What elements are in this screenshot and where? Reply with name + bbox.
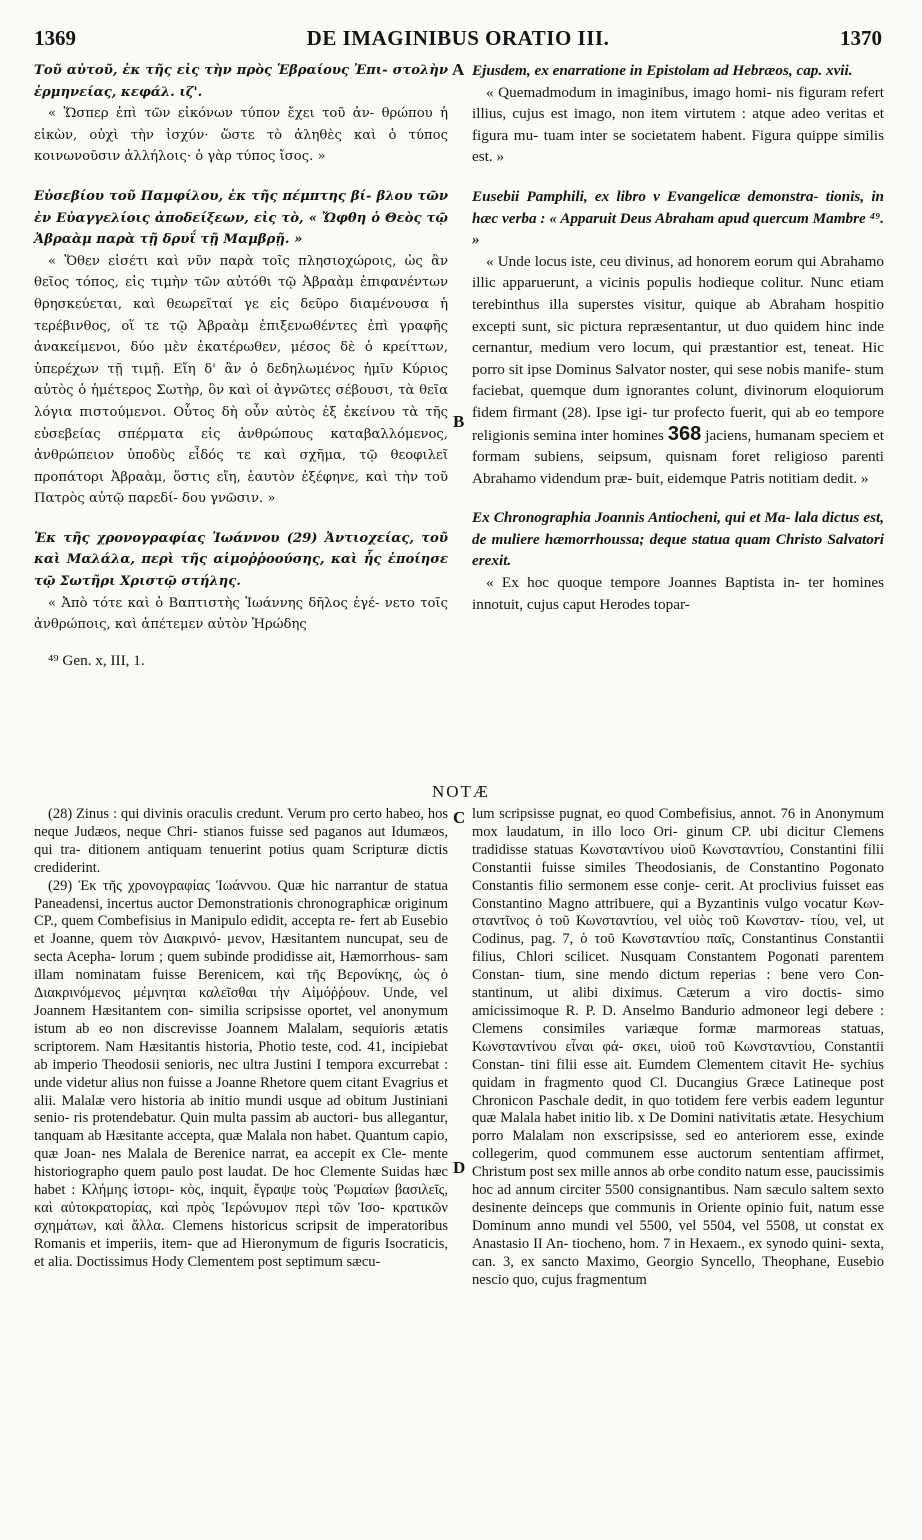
- footnote: ⁴⁹ Gen. x, III, 1.: [48, 651, 145, 669]
- margin-letter-a: A: [452, 60, 465, 79]
- running-header: [34, 26, 882, 56]
- greek-section-title: Εὐσεβίου τοῦ Παμφίλου, ἐκ τῆς πέμπτης βί- βλου τῶν ἐν Εὐαγγελίοις ἀποδείξεων, εἰς τὸ, « Ὤφθη ὁ Θεὸς τῷ Ἀβραὰμ παρὰ τῇ δρυΐ τῇ Μαμβρῇ. »: [34, 188, 448, 248]
- latin-paragraph: « Quemadmodum in imaginibus, imago homi- nis figuram refert illius, cujus est imago, non item virtutem : atque adeo veritas et figura mu- tuam inter se societatem habent. Figura quippe similis est. »: [472, 83, 884, 166]
- latin-paragraph: « Ex hoc quoque tempore Joannes Baptista in- ter homines innotuit, cujus caput Herodes topar-: [472, 574, 884, 613]
- greek-paragraph: « Ἀπὸ τότε καὶ ὁ Βαπτιστὴς Ἰωάννης δῆλος ἐγέ- νετο τοῖς ἀνθρώποις, καὶ ἀπέτεμεν αὐτὸν Ἡρώδης: [34, 595, 448, 633]
- page-marker: 368: [667, 422, 702, 445]
- greek-paragraph: « Ὥσπερ ἐπὶ τῶν εἰκόνων τύπον ἔχει τοῦ ἀν- θρώπου ἡ εἰκὼν, οὐχὶ τὴν ἰσχύν· ὥστε τὸ ἀληθὲς καὶ ὁ τύπος κοινωνοῦσιν ἀλλήλοις· ὁ γὰρ τύπος ἴσος. »: [34, 106, 448, 165]
- notes-right-column: [472, 806, 884, 1289]
- margin-letter-b: B: [453, 412, 465, 431]
- margin-letter-c: C: [453, 808, 466, 827]
- page-number-left: 1369: [34, 26, 76, 50]
- latin-section-title: Ejusdem, ex enarratione in Epistolam ad Hebræos, cap. xvii.: [472, 62, 853, 79]
- greek-column: [34, 60, 448, 671]
- note-paragraph: (29) Ἐκ τῆς χρονογραφίας Ἰωάννου. Quæ hic narrantur de statua Paneadensi, incertus auctor Demonstrationis chronographicæ originum CP., quem Combefisius in Manipulo edidit, accepta re- fert ab Eusebio et Joanne, quem τὸν Διακρινό- μενον, Hæsitantem nuncupat, seu de secta Acepha- lorum ; quem subinde prodidisse ait, Hæmorrhous- sam illam nominatam fuisse Berenicem, καὶ τῆς Βερονίκης, ὡς ὁ Διακρινόμενος μέμνηται καλεῖσθαι τὴν Αἱμόῤῥουν. Unde, vel Joannem Hæsitantem con- similia scripsisse oportet, vel anonymum istum ab eo non discrevisse Joannem Malalam, sequioris ætatis scriptorem. Nam Hæsitantis historia, Photio teste, cod. 41, incipiebat ab imperio Theodosii senioris, nec ultra Justini I tempora excurrebat : unde videtur alius non fuisse a Joanne Rhetore quem citant Evagrius et alii. Malalæ vero historia ab initio mundi usque ad obitum Justiniani senio- ris protendebatur. Quin multa passim ab auctori- bus allegantur, tanquam ab Hæsitante accepta, quæ Malala non habet. Quantum capio, quæ Joan- nes Malala de Berenice narrat, ea accepit ex Cle- mente historiographo quem paulo post laudat. De hoc Clemente Suidas hæc habet : Κλήμης ἱστορι- κὸς, inquit, ἔγραψε τοὺς Ῥωμαίων βασιλεῖς, καὶ αὐτοκρατορίας, καὶ πρὸς Ἱερώνυμον περὶ τῶν Ἰσο- κρατικῶν σχημάτων, καὶ ἄλλα. Clemens historicus scripsit de imperatoribus Romanis et imperiis, item- que ad Hieronymum de figuris Isocraticis, et alia. Doctissimus Hody Clementem post septimum sæcu-: [34, 877, 448, 1270]
- greek-paragraph: « Ὅθεν εἰσέτι καὶ νῦν παρὰ τοῖς πλησιοχώροις, ὡς ἂν θεῖος τόπος, εἰς τιμὴν τῶν αὐτόθι τῷ Ἀβραὰμ ἐπιφανέντων θρησκεύεται, καὶ θεωρεῖταί γε εἰς δεῦρο διαμένουσα ἡ τερέβινθος, οἵ τε τῷ Ἀβραὰμ ἐπιξενωθέντες ἐπὶ γραφῆς ἀνακείμενοι, δύο μὲν ἑκατέρωθεν, μέσος δὲ ὁ κρείττων, ὑπερέχων τῇ τιμῇ. Εἴη δ' ἂν ὁ δεδηλωμένος ἡμῖν Κύριος αὐτὸς ὁ ἡμέτερος Σωτὴρ, ὃν καὶ οἱ ἀγνῶτες σέβουσι, τὰ θεῖα λόγια πιστούμενοι. Οὗτος δὴ οὖν αὐτὸς ἐξ ἐκείνου τὰ τῆς εὐσεβείας σπέρματα εἰς ἀνθρώπους καταβαλλόμενος, ἀνθρώπειον ὑποδὺς εἶδός τε καὶ σχῆμα, τῷ θεοφιλεῖ προπάτορι Ἀβραὰμ, ὅστις εἴη, ἑαυτὸν ἐξέφηνε, καὶ τὴν τοῦ Πατρὸς αὐτῷ παρεδί- δου γνῶσιν. »: [34, 253, 448, 507]
- latin-section-title: Ex Chronographia Joannis Antiocheni, qui et Ma- lala dictus est, de muliere hæmorrhoussa; deque statua quam Christo Salvatori erexit.: [472, 509, 884, 570]
- note-paragraph: (28) Zinus : qui divinis oraculis credunt. Verum pro certo habeo, hos neque Judæos, neque Chri- stianos fuisse sed paganos aut Idumæos, qui tra- ditionem antiquam tenuerint potius quam Scripturæ dictis crediderint.: [34, 806, 448, 876]
- notes-heading: NOTÆ: [431, 782, 491, 801]
- greek-section-title: Ἐκ τῆς χρονογραφίας Ἰωάννου (29) Ἀντιοχείας, τοῦ καὶ Μαλάλα, περὶ τῆς αἱμοῤῥοούσης, καὶ ἧς ἐποίησε τῷ Σωτῆρι Χριστῷ στήλης.: [34, 530, 448, 590]
- greek-section-title: Τοῦ αὐτοῦ, ἐκ τῆς εἰς τὴν πρὸς Ἑβραίους Ἐπι- στολὴν ἑρμηνείας, κεφάλ. ιζ'.: [34, 63, 448, 100]
- latin-column: [472, 60, 884, 615]
- margin-letter-d: D: [453, 1158, 466, 1177]
- note-paragraph: lum scripsisse pugnat, eo quod Combefisius, annot. 76 in Anonymum mox laudatum, in illo loco Ori- ginum CP. ubi dicitur Clemens tradidisse statuas Κωνσταντίνου υἱοῦ Κωνσταντίου, Constantini filii Constantii fuisse similes Theodosianis, de Constantino Pogonato Constantis filio sermonem esse conje- cerit. At proclivius fuisset eas Constantino Magno attribuere, qui a Byzantinis vulgo vocatur Κων- σταντῖνος ὁ τοῦ Κωνσταντίου, vel υἱὸς τοῦ Κωνσταν- τίου, vel, ut Codinus, pag. 7, ὁ τοῦ Κωνσταντίου παῖς, Constantinus Constantii filius, Chlori scilicet. Nusquam Constantem Pogonati parentem Constan- tium, sine mendo dictum reperias : bene vero Con- stantinum, ut alibi diximus. Cæterum a viro doctis- simo amicissimoque R. P. D. Anselmo Bandurio admoneor legi debere : Clemens consimiles variæque formæ marmoreas statuas, Κωνσταντίνου εἶναι φά- σκει, υἱοῦ τοῦ Κωνσταντίου, Constantii Constan- tini filii esse ait. Eumdem Clementem citavit He- sychius quidam in fragmento quod Cl. Ducangius Græce Latineque post Chronicon Paschale dedit, in quo totidem fere verbis eadem leguntur quæ Malala habet initio lib. x De Domini nativitatis ætate. Hesychium porro Malalam non exscripsisse, sed eo anteriorem esse, exinde collegerim, quod communem esse auctorum sententiam affirmet, Christum post sex mille annos ab orbe condito natum esse, paucissimis hoc ad annum circiter 5500 consignantibus. Nam sæculo saltem sexto desinente deinceps que communis in Oriente opinio fuit, natum esse Dominum anno mundi vel 5500, vel 5504, vel 5508, ut constat ex Anastasio II An- tiocheno, hom. 7 in Hexaem., ex synodo quini- sexta, can. 3, ex sancto Maximo, Georgio Syncello, Theophane, Eusebio nescio quo, cujus fragmentum: [472, 806, 884, 1288]
- notes-left-column: [34, 806, 448, 1272]
- latin-paragraph: « Unde locus iste, ceu divinus, ad honorem eorum qui Abrahamo illic apparuerunt, a vicinis populis hodieque colitur. Nunc etiam terebinthus illa superstes visitur, quique ab Abraham hospitio excepti sunt, sic pictura repræsentantur, ut duo quidem hinc inde cernantur, medium vero locum, qui præstantior est, teneat. Hic porro sit ipse Dominus Salvator noster, qui sese nobis manife- stum faciebat, quemque dum ignorantes colunt, divinorum eloquiorum fidem firmant (28). Ipse igi- tur profecto fuerit, qui ab eo tempore religionis semina inter homines 368 jaciens, humanam speciem et formam subiens, seipsum, quisnam foret religioso parenti Abrahamo videndum præ- buit, eidemque Patris notitiam dedit. »: [472, 252, 885, 487]
- page-title: DE IMAGINIBUS ORATIO III.: [306, 26, 610, 50]
- page-number-right: 1370: [840, 26, 882, 50]
- latin-section-title: Eusebii Pamphili, ex libro v Evangelicæ demonstra- tionis, in hæc verba : « Apparuit Deus Abraham apud quercum Mambre ⁴⁹. »: [472, 187, 884, 249]
